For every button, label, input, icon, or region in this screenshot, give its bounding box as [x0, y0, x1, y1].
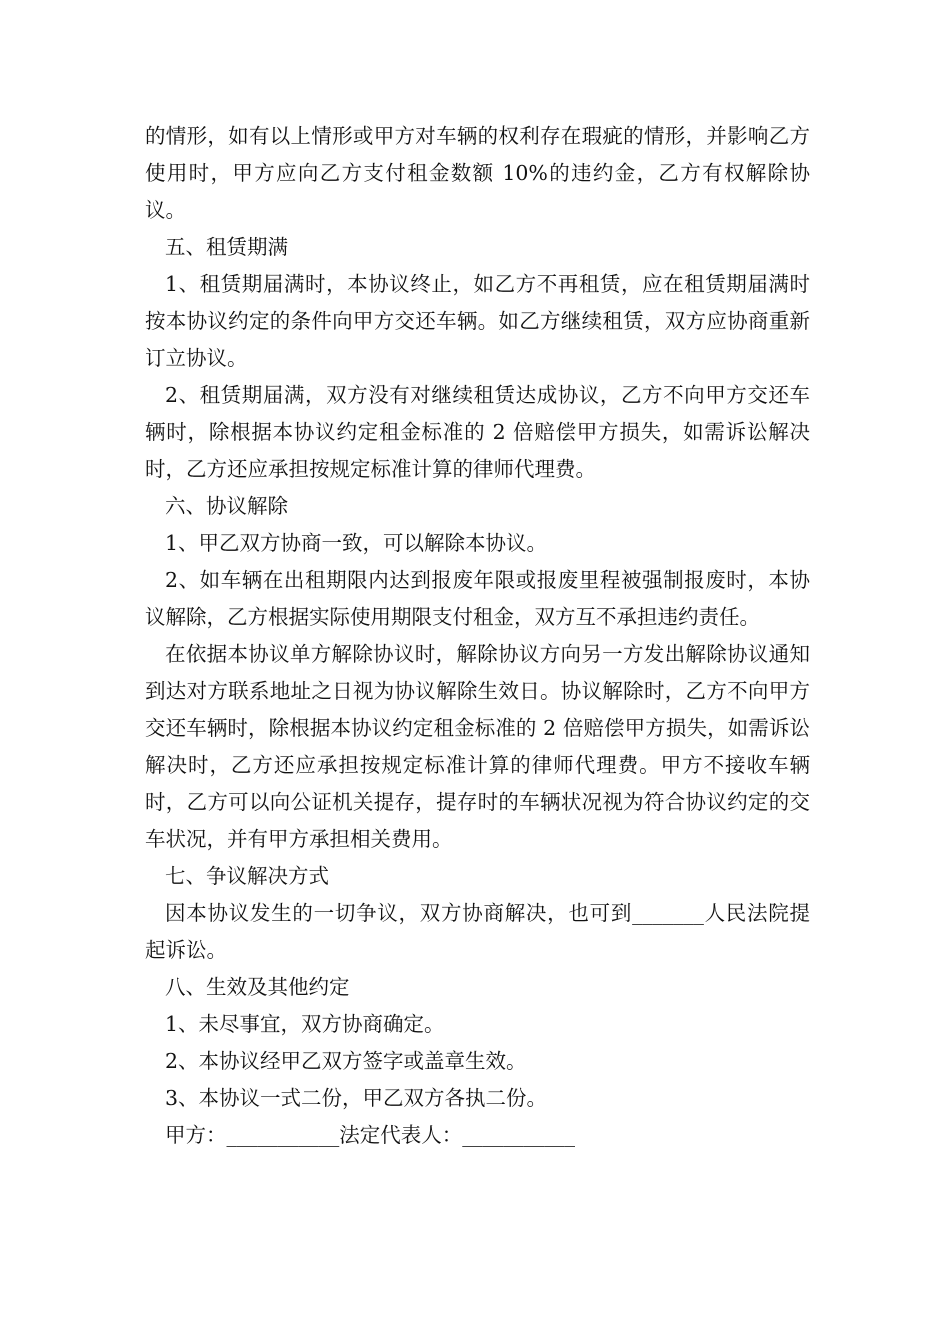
- paragraph-eight-3: 3、本协议一式二份，甲乙双方各执二份。: [165, 1086, 548, 1110]
- document-body: [145, 118, 810, 1154]
- paragraph-six-2: 2、如车辆在出租期限内达到报废年限或报废里程被强制报废时，本协议解除，乙方根据实际使用期限支付租金，双方互不承担违约责任。: [145, 568, 810, 629]
- section-heading-eight: 八、生效及其他约定: [165, 975, 350, 999]
- paragraph-five-2: 2、租赁期届满，双方没有对继续租赁达成协议，乙方不向甲方交还车辆时，除根据本协议约定租金标准的 2 倍赔偿甲方损失，如需诉讼解决时，乙方还应承担按规定标准计算的律师代理费。: [145, 383, 810, 481]
- paragraph-continued: 的情形，如有以上情形或甲方对车辆的权利存在瑕疵的情形，并影响乙方使用时，甲方应向乙方支付租金数额 10%的违约金，乙方有权解除协议。: [145, 124, 810, 222]
- paragraph-six-3: 在依据本协议单方解除协议时，解除协议方向另一方发出解除协议通知到达对方联系地址之日视为协议解除生效日。协议解除时，乙方不向甲方交还车辆时，除根据本协议约定租金标准的 2 倍赔偿甲方损失，如需诉讼解决时，乙方还应承担按规定标准计算的律师代理费。甲方不接收车辆时，乙方可以向公证机关提存，提存时的车辆状况视为符合协议约定的交车状况，并有甲方承担相关费用。: [145, 642, 810, 851]
- paragraph-seven-1: 因本协议发生的一切争议，双方协商解决，也可到_______人民法院提起诉讼。: [145, 901, 810, 962]
- paragraph-eight-2: 2、本协议经甲乙双方签字或盖章生效。: [165, 1049, 527, 1073]
- paragraph-six-1: 1、甲乙双方协商一致，可以解除本协议。: [165, 531, 548, 555]
- paragraph-eight-1: 1、未尽事宜，双方协商确定。: [165, 1012, 445, 1036]
- section-heading-five: 五、租赁期满: [165, 235, 288, 259]
- paragraph-five-1: 1、租赁期届满时，本协议终止，如乙方不再租赁，应在租赁期届满时按本协议约定的条件向甲方交还车辆。如乙方继续租赁，双方应协商重新订立协议。: [145, 272, 810, 370]
- section-heading-seven: 七、争议解决方式: [165, 864, 329, 888]
- signature-line: 甲方：___________法定代表人：___________: [165, 1123, 575, 1147]
- section-heading-six: 六、协议解除: [165, 494, 288, 518]
